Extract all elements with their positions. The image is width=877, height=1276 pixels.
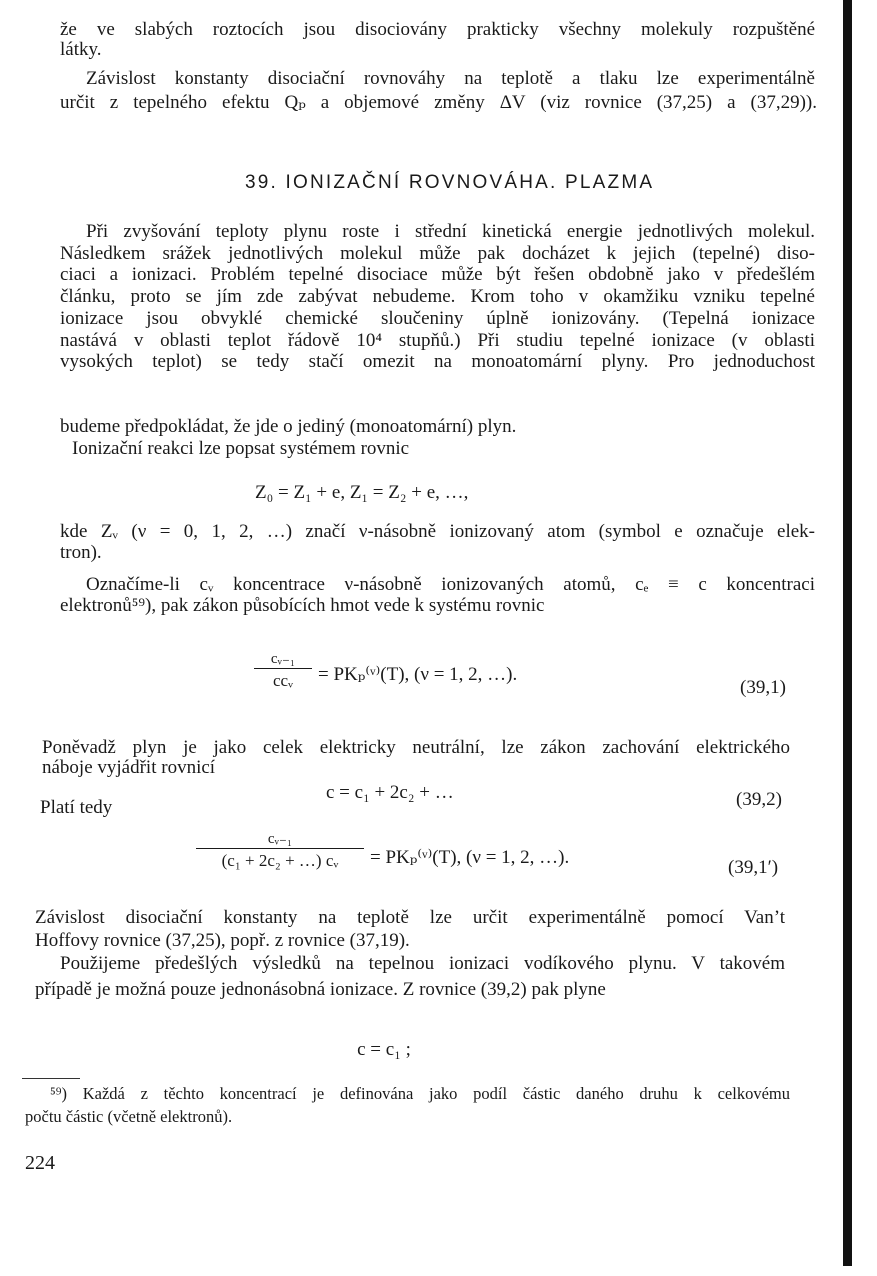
equation-number: (39,1) <box>740 677 786 698</box>
footnote-line: ⁵⁹) Každá z těchto koncentrací je definována jako podíl částic daného druhu k celkovému <box>50 1084 790 1103</box>
text-line: Označíme-li cᵥ koncentrace ν-násobně ionizovaných atomů, cₑ ≡ c koncentraci <box>86 574 815 595</box>
text-line: Platí tedy <box>40 797 113 818</box>
equation-number: (39,2) <box>736 789 782 810</box>
footnote-line: počtu částic (včetně elektronů). <box>25 1107 233 1126</box>
text-line: tron). <box>60 542 102 563</box>
text-line: kde Zᵥ (ν = 0, 1, 2, …) značí ν-násobně ionizovaný atom (symbol e označuje elek- <box>60 521 815 542</box>
text-line: ionizace jsou obvyklé chemické sloučeniny úplně ionizovány. (Tepelná ionizace <box>60 308 815 329</box>
text-line: určit z tepelného efektu Qₚ a objemové změny ΔV (viz rovnice (37,25) a (37,29)). <box>60 92 817 113</box>
text-line: Použijeme předešlých výsledků na tepelnou ionizaci vodíkového plynu. V takovém <box>60 953 785 974</box>
scan-page-edge <box>843 0 852 1266</box>
text-line: Následkem srážek jednotlivých molekul může pak docházet k jejich (tepelné) diso- <box>60 243 815 264</box>
equation-39-1-fraction <box>254 650 312 693</box>
text-line: případě je možná pouze jednonásobná ionizace. Z rovnice (39,2) pak plyne <box>35 979 606 1000</box>
text-line: Ionizační reakci lze popsat systémem rovnic <box>72 438 410 459</box>
text-line: Závislost disociační konstanty na teplotě lze určit experimentálně pomocí Van’t <box>35 907 785 928</box>
text-line: ciaci a ionizaci. Problém tepelné disociace může být řešen obdobně jako v předešlém <box>60 264 815 285</box>
text-line: látky. <box>60 39 102 60</box>
equation-39-1p-rhs: = PKₚ⁽ᵛ⁾(T), (ν = 1, 2, …). <box>370 847 570 868</box>
text-line: článku, proto se jím zde zabývat nebudeme. Krom toho v okamžiku vzniku tepelné <box>60 286 815 307</box>
text-line: budeme předpokládat, že jde o jediný (monoatomární) plyn. <box>60 416 517 437</box>
text-line: elektronů⁵⁹), pak zákon působících hmot vede k systému rovnic <box>60 595 545 616</box>
text-line: Při zvyšování teploty plynu roste i střední kinetická energie jednotlivých molekul. <box>86 221 815 242</box>
equation-reactions: Z₀ = Z₁ + e, Z₁ = Z₂ + e, …, <box>255 482 469 503</box>
fraction-denominator: (c₁ + 2c₂ + …) cᵥ <box>221 851 339 870</box>
text-line: Poněvadž plyn je jako celek elektricky neutrální, lze zákon zachování elektrického <box>42 737 790 758</box>
text-line: vysokých teplot) se tedy stačí omezit na monoatomární plyny. Pro jednoduchost <box>60 351 815 372</box>
equation-39-1p-fraction <box>196 830 364 873</box>
equation-number: (39,1′) <box>728 857 779 878</box>
text-line: Hoffovy rovnice (37,25), popř. z rovnice (37,19). <box>35 930 410 951</box>
equation-39-1-rhs: = PKₚ⁽ᵛ⁾(T), (ν = 1, 2, …). <box>318 664 518 685</box>
text-line: že ve slabých roztocích jsou disociovány prakticky všechny molekuly rozpuštěné <box>60 19 815 40</box>
text-line: nastává v oblasti teplot řádově 10⁴ stupňů.) Při studiu tepelné ionizace (v oblasti <box>60 330 815 351</box>
page-number: 224 <box>25 1152 55 1174</box>
equation-final: c = c₁ ; <box>357 1039 411 1060</box>
fraction-numerator: cᵥ₋₁ <box>267 831 293 847</box>
fraction-denominator: ccᵥ <box>272 671 294 690</box>
section-heading: 39. IONIZAČNÍ ROVNOVÁHA. PLAZMA <box>245 172 655 193</box>
fraction-numerator: cᵥ₋₁ <box>270 651 296 667</box>
equation-39-2: c = c₁ + 2c₂ + … <box>326 782 454 803</box>
footnote-rule <box>22 1078 80 1079</box>
text-line: náboje vyjádřit rovnicí <box>42 757 216 778</box>
text-line: Závislost konstanty disociační rovnováhy na teplotě a tlaku lze experimentálně <box>86 68 815 89</box>
